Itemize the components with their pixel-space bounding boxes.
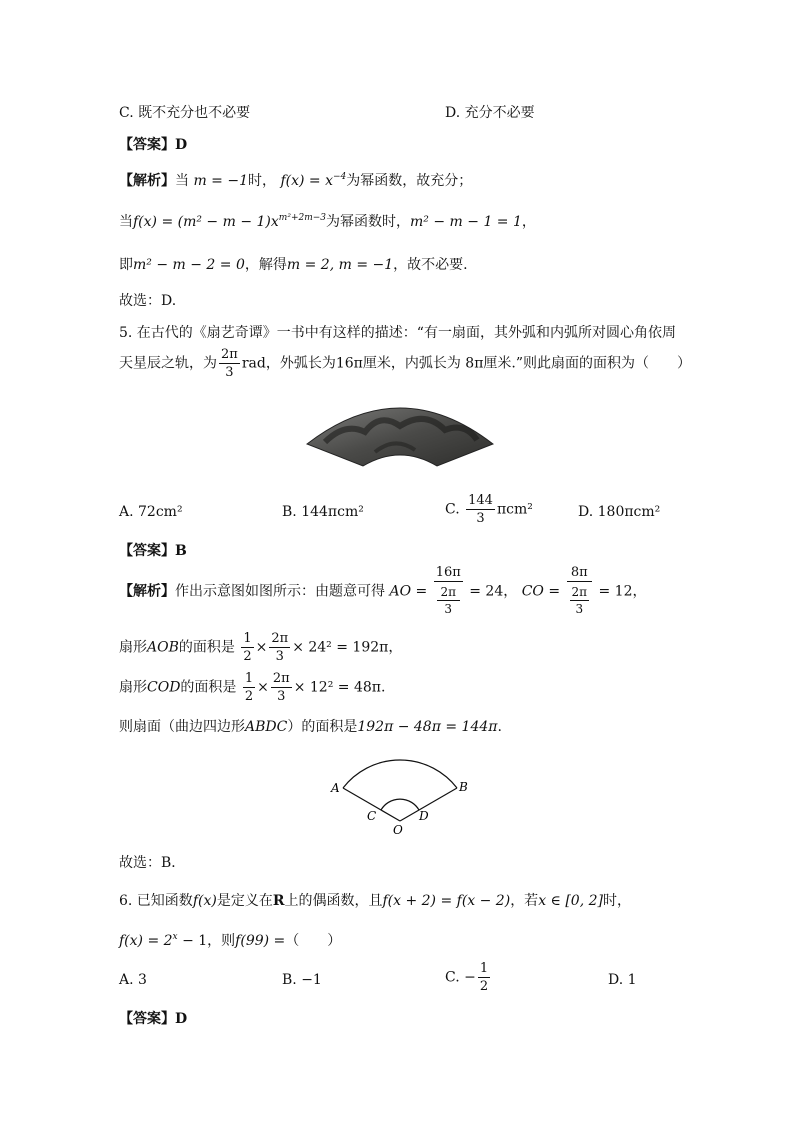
text: 6. 已知函数 — [119, 893, 193, 909]
q5-analysis-line1 — [119, 566, 647, 617]
q5-analysis-cod: 扇形COD的面积是 $\frac{1}{2}$ × $\frac{2\pi}{3}$ × 12² = 48π. — [119, 671, 386, 704]
exponent: −4 — [332, 172, 347, 182]
math: f(x) = 2 — [119, 933, 173, 949]
text: 为幂函数时， — [326, 214, 411, 230]
q4-analysis-line1 — [119, 170, 472, 190]
nested-fraction — [569, 584, 591, 617]
text: 的面积是 — [178, 639, 235, 656]
math: ABDC — [245, 719, 288, 735]
text: 时， — [603, 893, 631, 909]
q5-stem-line1: 5. 在古代的《扇艺奇谭》一书中有这样的描述：“有一扇面，其外弧和内弧所对圆心角依周 — [119, 325, 676, 341]
denominator: 3 — [225, 365, 234, 380]
text: ， — [632, 583, 647, 600]
option-c-fraction — [466, 494, 495, 525]
numerator: 1 — [244, 671, 254, 686]
numerator: 1 — [243, 631, 252, 646]
math: × 12² = 48π — [293, 679, 381, 696]
text: ）的面积是 — [287, 719, 358, 735]
math: m² − m − 1 = 1 — [410, 214, 522, 230]
nested-fraction — [436, 584, 461, 617]
label: C. − — [445, 969, 476, 986]
denominator: 3 — [275, 649, 284, 664]
math: f(x) — [192, 893, 217, 909]
numerator: 2π — [272, 671, 290, 686]
denominator: 2 — [243, 649, 252, 664]
ao-fraction — [434, 566, 463, 617]
math: = 12 — [598, 583, 633, 600]
math: R — [272, 893, 285, 909]
text: 是定义在 — [216, 893, 273, 909]
fan-painting-image — [305, 392, 495, 472]
q5-choose: 故选：B． — [119, 855, 186, 871]
label-b: B — [459, 780, 468, 794]
q5-analysis-fan — [119, 716, 502, 736]
half-fraction — [243, 672, 255, 703]
option-c-fraction — [478, 962, 490, 993]
q6-option-c — [445, 962, 492, 993]
text: 为幂函数，故充分； — [346, 173, 473, 189]
text: 当 — [119, 214, 133, 230]
angle-fraction — [219, 348, 240, 379]
text: 天星辰之轨，为 — [119, 355, 217, 372]
text: 作出示意图如图所示：由题意可得 — [175, 583, 385, 600]
math: f(x) = (m² − m − 1)x — [133, 214, 279, 230]
text: ，解得 — [244, 257, 287, 273]
numerator: 1 — [479, 961, 489, 976]
q6-option-d: D. 1 — [608, 972, 637, 988]
q6-option-a: A. 3 — [119, 972, 147, 988]
denominator: 3 — [476, 511, 485, 526]
half-fraction — [241, 632, 253, 663]
exponent: m²+2m−3 — [278, 213, 327, 223]
denominator: 2 — [479, 979, 489, 994]
q4-option-c: C. 既不充分也不必要 — [119, 105, 251, 121]
denominator: 3 — [277, 689, 286, 704]
math: m² − m − 2 = 0 — [133, 257, 245, 273]
numerator: 2π — [571, 585, 588, 599]
numerator: 8π — [567, 566, 593, 582]
analysis-label: 【解析】 — [119, 173, 175, 189]
text: ，故不必要. — [393, 257, 468, 273]
q5-answer: 【答案】B — [119, 543, 187, 559]
q6-stem-line1 — [119, 890, 631, 910]
math: × 24² = 192π — [292, 639, 389, 656]
math: AO = — [389, 583, 428, 600]
text: ， — [388, 639, 403, 656]
math: = 24 — [469, 583, 504, 600]
unit: πcm² — [496, 501, 533, 518]
sector-diagram — [325, 748, 475, 836]
math: m = 2, m = −1 — [286, 257, 394, 273]
text: . — [497, 719, 502, 735]
q4-answer: 【答案】D — [119, 137, 188, 153]
numerator: 2π — [221, 347, 238, 362]
label-a: A — [331, 781, 340, 795]
q5-option-b: B. 144πcm² — [282, 504, 364, 520]
inner-arc — [381, 799, 419, 810]
q4-analysis-line3 — [119, 254, 468, 274]
math: f(x + 2) = f(x − 2) — [382, 893, 511, 909]
math: AOB — [147, 639, 179, 656]
denominator: 3 — [575, 602, 584, 616]
q6-option-b: B. −1 — [282, 972, 322, 988]
exponent: x — [172, 932, 178, 942]
angle-fraction — [271, 672, 292, 703]
text: 时， — [248, 173, 276, 189]
angle-fraction — [269, 632, 290, 663]
label-c: C — [367, 809, 377, 823]
q5-option-d: D. 180πcm² — [578, 504, 661, 520]
q5-option-c — [445, 494, 533, 525]
q6-stem-line2 — [119, 930, 341, 950]
text: 的面积是 — [180, 679, 237, 696]
math: x ∈ [0, 2] — [538, 893, 603, 909]
numerator: 144 — [468, 493, 493, 508]
math: f(99) = — [235, 933, 286, 949]
text: . — [380, 679, 386, 696]
text: 上的偶函数，且 — [284, 893, 383, 909]
numerator: 2π — [271, 631, 289, 646]
outer-arc — [343, 760, 457, 788]
denominator — [434, 582, 463, 617]
text: 则扇面（曲边四边形 — [119, 719, 245, 735]
math: − 1 — [177, 933, 208, 949]
text: 即 — [119, 257, 133, 273]
text: ， — [503, 583, 518, 600]
text: ，若 — [510, 893, 539, 909]
q4-option-d: D. 充分不必要 — [445, 105, 535, 121]
label: C. — [445, 501, 460, 518]
denominator — [567, 582, 593, 617]
q4-analysis-line2 — [119, 211, 536, 231]
math: f(x) = x — [280, 173, 333, 189]
numerator: 2π — [437, 586, 460, 601]
text: rad，外弧长为16π厘米，内弧长为 8π厘米.”则此扇面的面积为（ ） — [241, 355, 692, 372]
math: COD — [147, 679, 181, 696]
q4-choose: 故选：D. — [119, 293, 177, 309]
q5-stem-line2 — [119, 348, 691, 379]
label-o: O — [393, 823, 403, 836]
text: （ ） — [285, 933, 342, 949]
text: 当 — [175, 173, 189, 189]
text: ， — [521, 214, 536, 230]
text: 扇形 — [119, 639, 147, 656]
label-d: D — [419, 809, 429, 823]
math: 192π − 48π = 144π — [357, 719, 498, 735]
math: m = −1 — [193, 173, 248, 189]
denominator: 2 — [244, 689, 254, 704]
numerator: 16π — [435, 565, 461, 580]
co-fraction — [567, 566, 593, 617]
analysis-label: 【解析】 — [119, 583, 175, 600]
q5-option-a: A. 72cm² — [119, 504, 183, 520]
q5-analysis-aob: 扇形AOB的面积是 $\frac{1}{2}$ × $\frac{2\pi}{3}$ × 24² = 192π， — [119, 631, 403, 664]
q6-answer: 【答案】D — [119, 1011, 188, 1027]
math: CO = — [521, 583, 561, 600]
denominator: 3 — [444, 602, 453, 616]
text: 扇形 — [119, 679, 147, 696]
text: ，则 — [207, 933, 236, 949]
